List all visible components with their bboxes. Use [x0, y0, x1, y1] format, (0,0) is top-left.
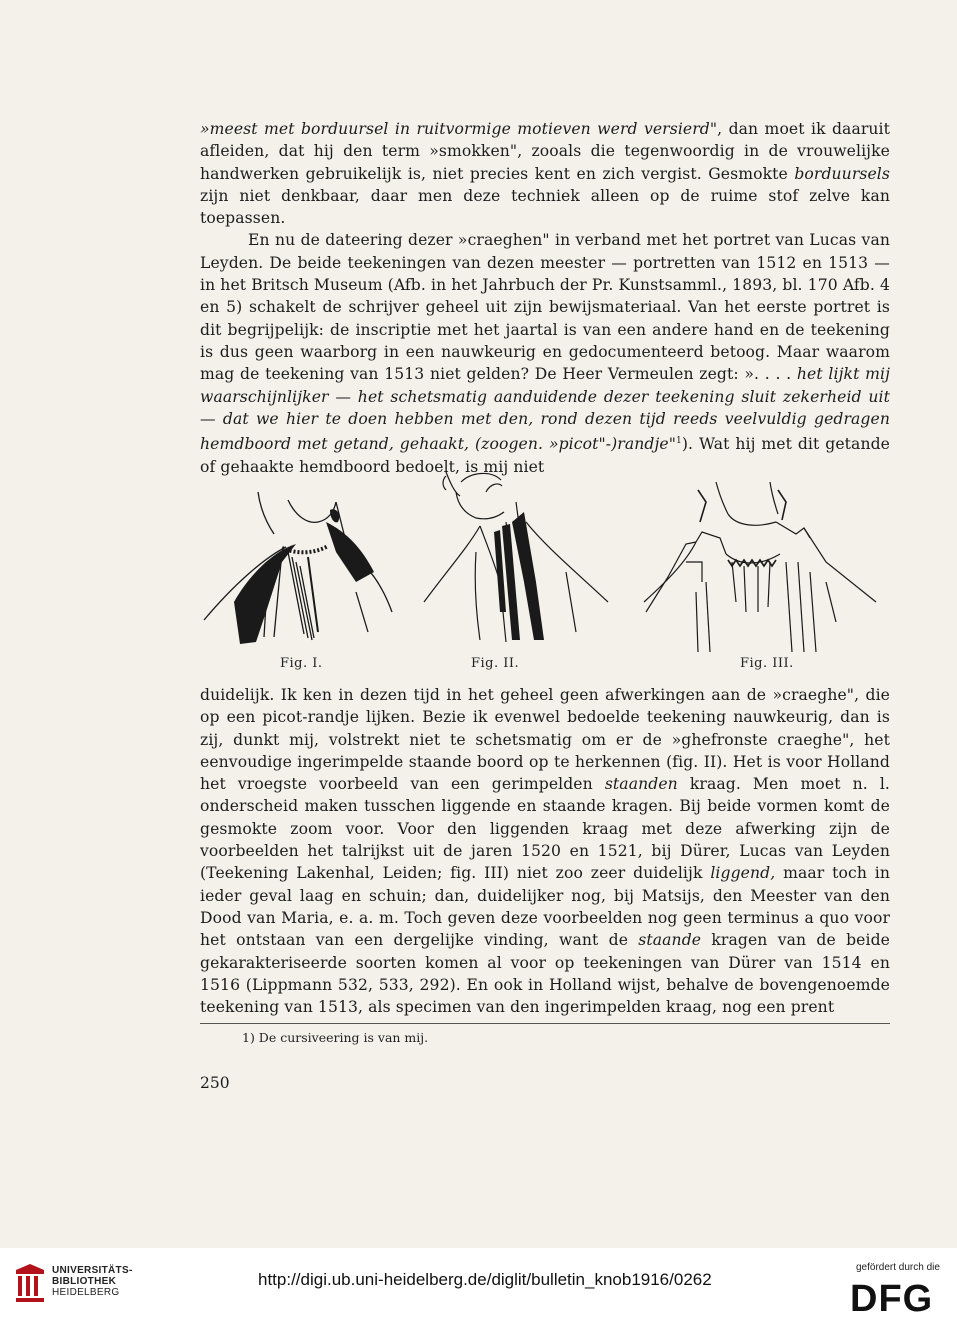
italic-term: staande: [638, 931, 702, 950]
paragraph-2: [200, 229, 890, 477]
body-text-top: [200, 118, 890, 478]
footnote: 1) De cursiveering is van mij.: [242, 1030, 429, 1045]
body-text-bottom: [200, 684, 890, 1018]
figure-1-caption: Fig. I.: [280, 656, 323, 671]
text-run: , dan moet ik daaruit afleiden, dat hij den term »smokken", zooals die tegenwoordig in de vrouwelijke handwerken gebruikelijk is, niet precies kent en zich vergist. Gesmokte: [200, 120, 890, 183]
figure-2-caption: Fig. II.: [471, 656, 520, 671]
figure-3-drawing: [636, 462, 886, 657]
text-run: ). Wat hij met dit getande of gehaakte hemdboord bedoelt, is mij niet: [200, 435, 890, 476]
footnote-divider: [200, 1023, 890, 1024]
paragraph-1: [200, 118, 890, 229]
library-logo-icon[interactable]: [12, 1262, 48, 1310]
paragraph-3: [200, 684, 890, 1018]
italic-quote: het lijkt mij waarschijnlijker — het schetsmatig aanduidende dezer teekening sluit zekerheid uit — dat we hier te doen hebben met den, rond dezen tijd reeds veelvuldig gedragen hemdboord met getand, gehaakt, (zoogen. »picot"-)randje": [200, 365, 890, 454]
library-line-3: HEIDELBERG: [52, 1287, 120, 1298]
figure-1-drawing: [196, 462, 396, 652]
text-run: En nu de dateering dezer »craeghen" in verband met het portret van Lucas van Leyden. De beide teekeningen van dezen meester — portretten van 1512 en 1513 — in het Britsch Museum (Afb. in het Jahrbuch der Pr. Kunstsamml., 1893, bl. 170 Afb. 4 en 5) schakelt de schrijver geheel uit zijn bewijsmateriaal. Van het eerste portret is dit begrijpelijk: de inscriptie met het jaartal is van een andere hand en de teekening is dus geen waarborg in een nauwkeurig en gedocumenteerd betoog. Maar waarom mag de teekening van 1513 niet gelden? De Heer Vermeulen zegt: ». . . .: [200, 231, 890, 384]
funder-label: gefördert durch die: [856, 1262, 940, 1273]
figure-2-drawing: [416, 462, 616, 652]
figure-3-caption: Fig. III.: [740, 656, 794, 671]
italic-term: staanden: [604, 775, 678, 794]
text-run: duidelijk. Ik ken in dezen tijd in het geheel geen afwerkingen aan de »craeghe", die op een picot-randje lijken. Bezie ik evenwel bedoelde teekening nauwkeurig, dan is zij, dunkt mij, volstrekt niet te schetsmatig om er de »ghefronste craeghe", het eenvoudige ingerimpelde staande boord op te herkennen (fig. II). Het is voor Holland het vroegste voorbeeld van een gerimpelden: [200, 686, 890, 794]
figure-row: [196, 462, 896, 672]
permalink-url[interactable]: http://digi.ub.uni-heidelberg.de/diglit/bulletin_knob1916/0262: [258, 1270, 712, 1289]
text-run: zijn niet denkbaar, daar men deze techniek alleen op de ruime stof zelve kan toepassen.: [200, 186, 890, 228]
text-run: kraag. Men moet n. l. onderscheid maken tusschen liggende en staande kragen. Bij beide vormen komt de gesmokte zoom voor. Voor den liggenden kraag met deze afwerking zijn de voorbeelden het talrijkst uit de jaren 1520 en 1521, bij Dürer, Lucas van Leyden (Teekening Lakenhal, Leiden; fig. III) niet zoo zeer duidelijk: [200, 775, 890, 883]
page-number: 250: [200, 1074, 230, 1092]
italic-quote: »meest met borduursel in ruitvormige motieven werd versierd": [200, 120, 718, 138]
library-name: [52, 1265, 133, 1298]
text-run: kragen van de beide gekarakteriseerde soorten komen al voor op teekeningen van Dürer van 1514 en 1516 (Lippmann 532, 533, 292). En ook in Holland wijst, behalve de bovengenoemde teekening van 1513, als specimen van den ingerimpelden kraag, nog een prent: [200, 931, 890, 1017]
dfg-logo[interactable]: DFG: [850, 1278, 934, 1320]
italic-term: borduursels: [794, 164, 890, 183]
library-line-1: UNIVERSITÄTS-: [52, 1265, 133, 1276]
library-line-2: BIBLIOTHEK: [52, 1276, 117, 1287]
text-run: maar toch in ieder geval laag en schuin; dan, duidelijker nog, bij Matsijs, den Meester van den Dood van Maria, e. a. m. Toch geven deze voorbeelden nog geen terminus a quo voor het ontstaan van een dergelijke vinding, want de: [200, 864, 891, 950]
footnote-ref: 1: [676, 436, 682, 447]
italic-term: liggend,: [710, 864, 776, 883]
